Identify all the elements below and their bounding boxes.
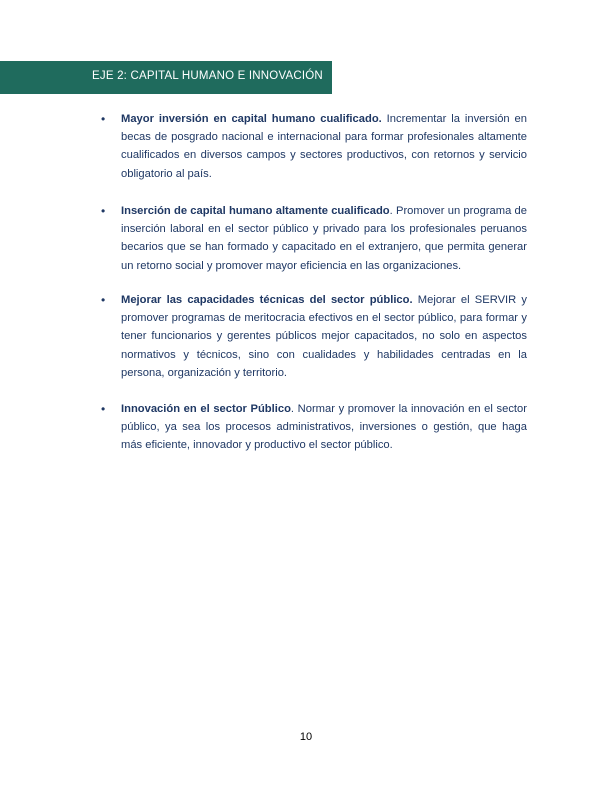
bullet-icon: • <box>101 402 106 416</box>
section-banner <box>0 61 332 94</box>
bullet-icon: • <box>101 204 106 218</box>
item-lead: Innovación en el sector Público <box>121 403 291 415</box>
item-text: Incrementar la inversión en becas de posgrado nacional e internacional para formar profesionales altamente cualificados en diversos campos y sectores productivos, con retornos y servicio obligatorio al país. <box>121 113 527 180</box>
bullet-icon: • <box>101 112 106 126</box>
item-text: Mejorar el SERVIR y promover programas de meritocracia efectivos en el sector público, para formar y tener funcionarios y gerentes públicos mejor capacitados, no solo en aspectos normativos y técnicos, sino con cualidades y habilidades centradas en la persona, organización y territorio. <box>121 294 527 379</box>
list-item <box>121 400 527 455</box>
item-lead: Mayor inversión en capital humano cualificado. <box>121 113 382 125</box>
list-item <box>121 110 527 183</box>
item-text: . Promover un programa de inserción laboral en el sector público y privado para los profesionales peruanos becarios que se han formado y capacitado en el extranjero, que permita generar un retorno social y promover mayor eficiencia en las organizaciones. <box>121 205 527 272</box>
list-item <box>121 291 527 382</box>
item-lead: Inserción de capital humano altamente cualificado <box>121 205 390 217</box>
section-title: EJE 2: CAPITAL HUMANO E INNOVACIÓN <box>92 70 323 82</box>
item-text: . Normar y promover la innovación en el sector público, ya sea los procesos administrativos, inversiones o gestión, que haga más eficiente, innovador y productivo el sector público. <box>121 403 527 452</box>
bullet-icon: • <box>101 293 106 307</box>
page-number: 10 <box>299 731 313 743</box>
list-item <box>121 202 527 275</box>
item-lead: Mejorar las capacidades técnicas del sector público. <box>121 294 413 306</box>
